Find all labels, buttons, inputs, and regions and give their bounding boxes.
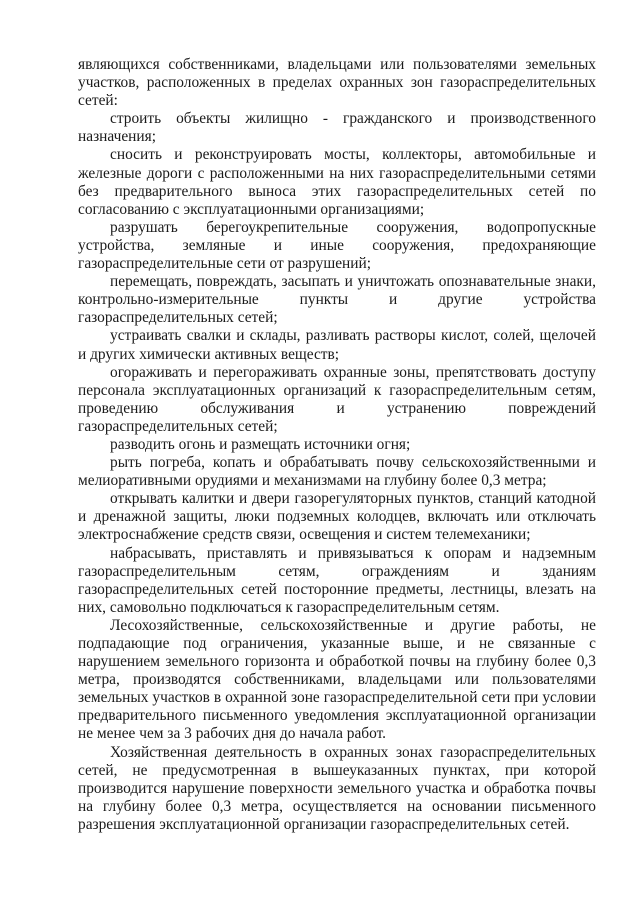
paragraph-prohibition-digging: рыть погреба, копать и обрабатывать почву сельскохозяйственными и мелиоративными орудиями и механизмами на глубину более 0,3 метра; [78, 454, 596, 490]
paragraph-prohibition-fencing: огораживать и перегораживать охранные зоны, препятствовать доступу персонала эксплуатационных организаций к газораспределительным сетям, проведению обслуживания и устранению повреждений газораспределительных сетей; [78, 363, 596, 435]
paragraph-prohibition-doors: открывать калитки и двери газорегуляторных пунктов, станций катодной и дренажной защиты, люки подземных колодцев, включать или отключать электроснабжение средств связи, освещения и систем телемеханики; [78, 490, 596, 544]
document-body [78, 56, 596, 834]
paragraph-prohibition-demolish: сносить и реконструировать мосты, коллекторы, автомобильные и железные дороги с расположенными на них газораспределительными сетями без предварительного выноса этих газораспределительных сетей по согласованию с эксплуатационными организациями; [78, 146, 596, 218]
paragraph-prohibition-signs: перемещать, повреждать, засыпать и уничтожать опознавательные знаки, контрольно-измерительные пункты и другие устройства газораспределительных сетей; [78, 273, 596, 327]
paragraph-prohibition-attaching: набрасывать, приставлять и привязываться к опорам и надземным газораспределительным сетям, ограждениям и зданиям газораспределительных сетей посторонние предметы, лестницы, влезать на них, самовольно подключаться к газораспределительным сетям. [78, 544, 596, 616]
paragraph-permitted-works: Лесохозяйственные, сельскохозяйственные и другие работы, не подпадающие под ограничения, указанные выше, и не связанные с нарушением земельного горизонта и обработкой почвы на глубину более 0,3 метра, производятся собственниками, владельцами или пользователями земельных участков в охранной зоне газораспределительной сети при условии предварительного письменного уведомления эксплуатационной организации не менее чем за 3 рабочих дня до начала работ. [78, 616, 596, 743]
paragraph-economic-activity: Хозяйственная деятельность в охранных зонах газораспределительных сетей, не предусмотренная в вышеуказанных пунктах, при которой производится нарушение поверхности земельного участка и обработка почвы на глубину более 0,3 метра, осуществляется на основании письменного разрешения эксплуатационной организации газораспределительных сетей. [78, 743, 596, 833]
paragraph-prohibition-build: строить объекты жилищно - гражданского и производственного назначения; [78, 110, 596, 146]
paragraph-prohibition-fire: разводить огонь и размещать источники огня; [110, 435, 411, 453]
paragraph-prohibition-destroy-structures: разрушать берегоукрепительные сооружения, водопропускные устройства, земляные и иные сооружения, предохраняющие газораспределительные сети от разрушений; [78, 218, 596, 273]
paragraph-intro: являющихся собственниками, владельцами или пользователями земельных участков, расположенных в пределах охранных зон газораспределительных сетей: [78, 56, 596, 110]
paragraph-prohibition-dumps: устраивать свалки и склады, разливать растворы кислот, солей, щелочей и других химически активных веществ; [78, 327, 596, 363]
